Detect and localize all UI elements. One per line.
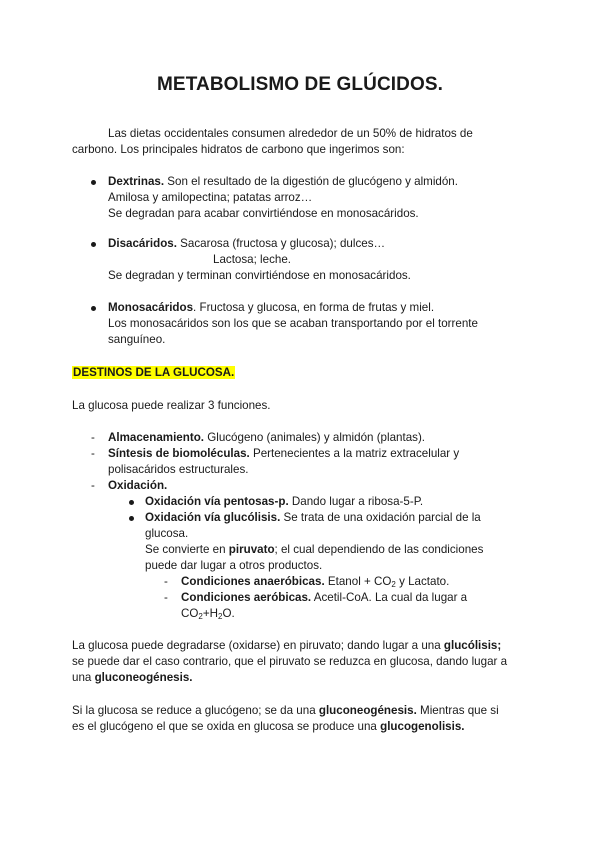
carb-dextrinas-line3: Se degradan para acabar convirtiéndose en monosacáridos.: [108, 207, 419, 220]
intro-line-1: Las dietas occidentales consumen alrededor de un 50% de hidratos de: [108, 127, 473, 140]
para1-line3: una gluconeogénesis.: [72, 671, 193, 684]
carb-monosacaridos: Monosacáridos. Fructosa y glucosa, en forma de frutas y miel.: [108, 301, 435, 314]
funcion-oxidacion: Oxidación.: [108, 479, 168, 492]
carb-dextrinas: Dextrinas. Son el resultado de la digestión de glucógeno y almidón.: [108, 175, 458, 188]
bullet-dot: [129, 500, 134, 505]
condicion-aerobica: Condiciones aeróbicas. Acetil-CoA. La cual da lugar a: [181, 591, 468, 604]
funciones-intro: La glucosa puede realizar 3 funciones.: [72, 399, 271, 412]
oxidacion-glucolisis-line2: glucosa.: [145, 527, 189, 540]
bullet-dot: [91, 180, 96, 185]
funcion-sintesis-line2: polisacáridos estructurales.: [108, 463, 249, 476]
dash-bullet: -: [91, 479, 95, 492]
carb-disacaridos-line3: Se degradan y terminan convirtiéndose en monosacáridos.: [108, 269, 411, 282]
dash-bullet: -: [164, 591, 168, 604]
para2-line1: Si la glucosa se reduce a glucógeno; se da una gluconeogénesis. Mientras que si: [72, 704, 499, 717]
funcion-sintesis: Síntesis de biomoléculas. Pertenecientes a la matriz extracelular y: [108, 447, 460, 460]
dash-bullet: -: [91, 447, 95, 460]
intro-line-2: carbono. Los principales hidratos de carbono que ingerimos son:: [72, 143, 405, 156]
carb-disacaridos-line2: Lactosa; leche.: [213, 253, 291, 266]
condicion-aerobica-line2: $CO_2+H_2O$.: [181, 607, 235, 621]
funcion-almacenamiento: Almacenamiento. Glucógeno (animales) y almidón (plantas).: [108, 431, 426, 444]
para2-line2: es el glucógeno el que se oxida en glucosa se produce una glucogenolisis.: [72, 720, 465, 733]
oxidacion-glucolisis-line3: Se convierte en piruvato; el cual dependiendo de las condiciones: [145, 543, 484, 556]
carb-monosacaridos-line3: sanguíneo.: [108, 333, 166, 346]
para1-line2: se puede dar el caso contrario, que el piruvato se reduzca en glucosa, dando lugar a: [72, 655, 508, 668]
oxidacion-glucolisis: Oxidación vía glucólisis. Se trata de una oxidación parcial de la: [145, 511, 481, 524]
page-title: METABOLISMO DE GLÚCIDOS.: [157, 74, 443, 95]
carb-disacaridos: Disacáridos. Sacarosa (fructosa y glucosa); dulces…: [108, 237, 386, 250]
bullet-dot: [91, 306, 96, 311]
dash-bullet: -: [91, 431, 95, 444]
oxidacion-glucolisis-line4: puede dar lugar a otros productos.: [145, 559, 323, 572]
condicion-anaerobica: Condiciones anaeróbicas. Etanol + $CO_2$ y Lactato.: [181, 575, 450, 589]
para1-line1: La glucosa puede degradarse (oxidarse) en piruvato; dando lugar a una glucólisis;: [72, 639, 502, 652]
section-heading-destinos: DESTINOS DE LA GLUCOSA.: [73, 366, 235, 379]
bullet-dot: [91, 242, 96, 247]
bullet-dot: [129, 516, 134, 521]
carb-dextrinas-line2: Amilosa y amilopectina; patatas arroz…: [108, 191, 313, 204]
oxidacion-pentosas: Oxidación vía pentosas-p. Dando lugar a ribosa-5-P.: [145, 495, 424, 508]
dash-bullet: -: [164, 575, 168, 588]
carb-monosacaridos-line2: Los monosacáridos son los que se acaban transportando por el torrente: [108, 317, 478, 330]
